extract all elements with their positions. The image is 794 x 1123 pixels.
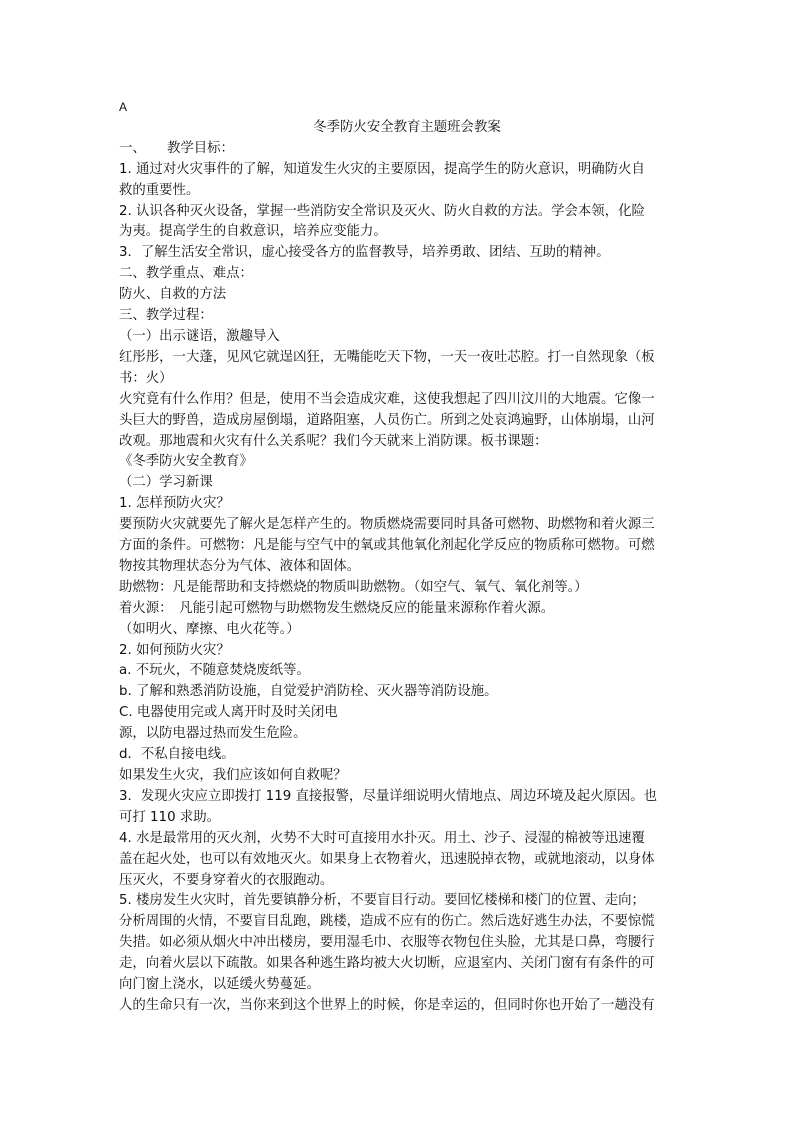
text-line: 盖在起火处，也可以有效地灭火。如果身上衣物着火，迅速脱掉衣物，或就地滚动，以身体: [119, 851, 655, 867]
text-line: 《冬季防火安全教育》: [119, 454, 253, 470]
text-line: （二）学习新课: [119, 475, 213, 491]
text-line: 2. 如何预防火灾？: [119, 642, 230, 658]
text-line: （一）出示谜语，激趣导入: [119, 328, 280, 344]
text-line: 书：火）: [119, 370, 173, 386]
section-heading-objectives: [119, 139, 681, 160]
text-line: d．不私自接电线。: [119, 747, 235, 763]
text-line: 4. 水是最常用的灭火剂，火势不大时可直接用水扑灭。用土、沙子、浸湿的棉被等迅速覆: [119, 830, 645, 846]
document-title: 冬季防火安全教育主题班会教案: [313, 119, 501, 135]
text-line: 1. 怎样预防火灾？: [119, 496, 230, 512]
text-line: 源，以防电器过热而发生危险。: [119, 726, 307, 742]
section-number: 一、: [119, 140, 146, 156]
text-line: b. 了解和熟悉消防设施，自觉爱护消防栓、灭火器等消防设施。: [119, 684, 498, 700]
text-line: 压灭火，不要身穿着火的衣服跑动。: [119, 872, 334, 888]
text-line: 方面的条件。可燃物：凡是能与空气中的氧或其他氧化剂起化学反应的物质称可燃物。可燃: [119, 538, 655, 554]
text-line: 为夷。提高学生的自救意识，培养应变能力。: [119, 224, 387, 240]
text-line: 红彤彤，一大蓬，见风它就逞凶狂，无嘴能吃天下物，一天一夜吐芯腔。打一自然现象（板: [119, 349, 655, 365]
text-line: 着火源： 凡能引起可燃物与助燃物发生燃烧反应的能量来源称作着火源。: [119, 600, 555, 616]
text-line: 防火、自救的方法: [119, 287, 227, 303]
text-line: a. 不玩火，不随意焚烧废纸等。: [119, 663, 310, 679]
text-line: 3．了解生活安全常识，虚心接受各方的监督教导，培养勇敢、团结、互助的精神。: [119, 245, 610, 261]
text-line: 5. 楼房发生火灾时，首先要镇静分析，不要盲目行动。要回忆楼梯和楼门的位置、走向；: [119, 893, 645, 909]
text-line: 火究竟有什么作用？但是，使用不当会造成灾难，这使我想起了四川汶川的大地震。它像一: [119, 391, 655, 407]
text-line: 向门窗上浇水，以延缓火势蔓延。: [119, 977, 320, 993]
text-line: 二、教学重点、难点：: [119, 266, 253, 282]
text-line: 失措。如必须从烟火中冲出楼房，要用湿毛巾、衣服等衣物包住头脸，尤其是口鼻，弯腰行: [119, 935, 655, 951]
document-page: [119, 97, 681, 1017]
text-line: 可打 110 求助。: [119, 809, 221, 825]
text-line: C. 电器使用完或人离开时及时关闭电: [119, 705, 338, 721]
text-line: （如明火、摩擦、电火花等。）: [119, 621, 300, 637]
text-line: 如果发生火灾，我们应该如何自救呢？: [119, 768, 347, 783]
text-line: 人的生命只有一次，当你来到这个世界上的时候，你是幸运的，但同时你也开始了一趟没有: [119, 997, 655, 1013]
text-line: 3．发现火灾应立即拨打 119 直接报警，尽量详细说明火情地点、周边环境及起火原因。也: [119, 788, 658, 804]
text-line: 要预防火灾就要先了解火是怎样产生的。物质燃烧需要同时具备可燃物、助燃物和着火源三: [119, 517, 655, 533]
document-mark: A: [119, 100, 128, 114]
text-line: 三、教学过程：: [119, 308, 213, 324]
text-line: 救的重要性。: [119, 182, 200, 198]
text-line: 改观。那地震和火灾有什么关系呢？我们今天就来上消防课。板书课题：: [119, 433, 548, 449]
section-label: 教学目标：: [167, 140, 234, 156]
text-line: 物按其物理状态分为气体、液体和固体。: [119, 558, 361, 574]
text-line: 助燃物：凡是能帮助和支持燃烧的物质叫助燃物。（如空气、氧气、氧化剂等。）: [119, 579, 588, 595]
text-line: 2. 认识各种灭火设备，掌握一些消防安全常识及灭火、防火自救的方法。学会本领，化险: [119, 203, 645, 219]
document-body: [119, 160, 681, 1017]
text-line: 1. 通过对火灾事件的了解，知道发生火灾的主要原因，提高学生的防火意识，明确防火自: [119, 161, 645, 177]
text-line: 走，向着火层以下疏散。如果各种逃生路均被大火切断，应退室内、关闭门窗有有条件的可: [119, 956, 655, 972]
text-line: 头巨大的野兽，造成房屋倒塌，道路阻塞，人员伤亡。所到之处哀鸿遍野，山体崩塌，山河: [119, 412, 655, 428]
text-line: 分析周围的火情，不要盲目乱跑，跳楼，造成不应有的伤亡。然后选好逃生办法，不要惊慌: [119, 914, 655, 930]
